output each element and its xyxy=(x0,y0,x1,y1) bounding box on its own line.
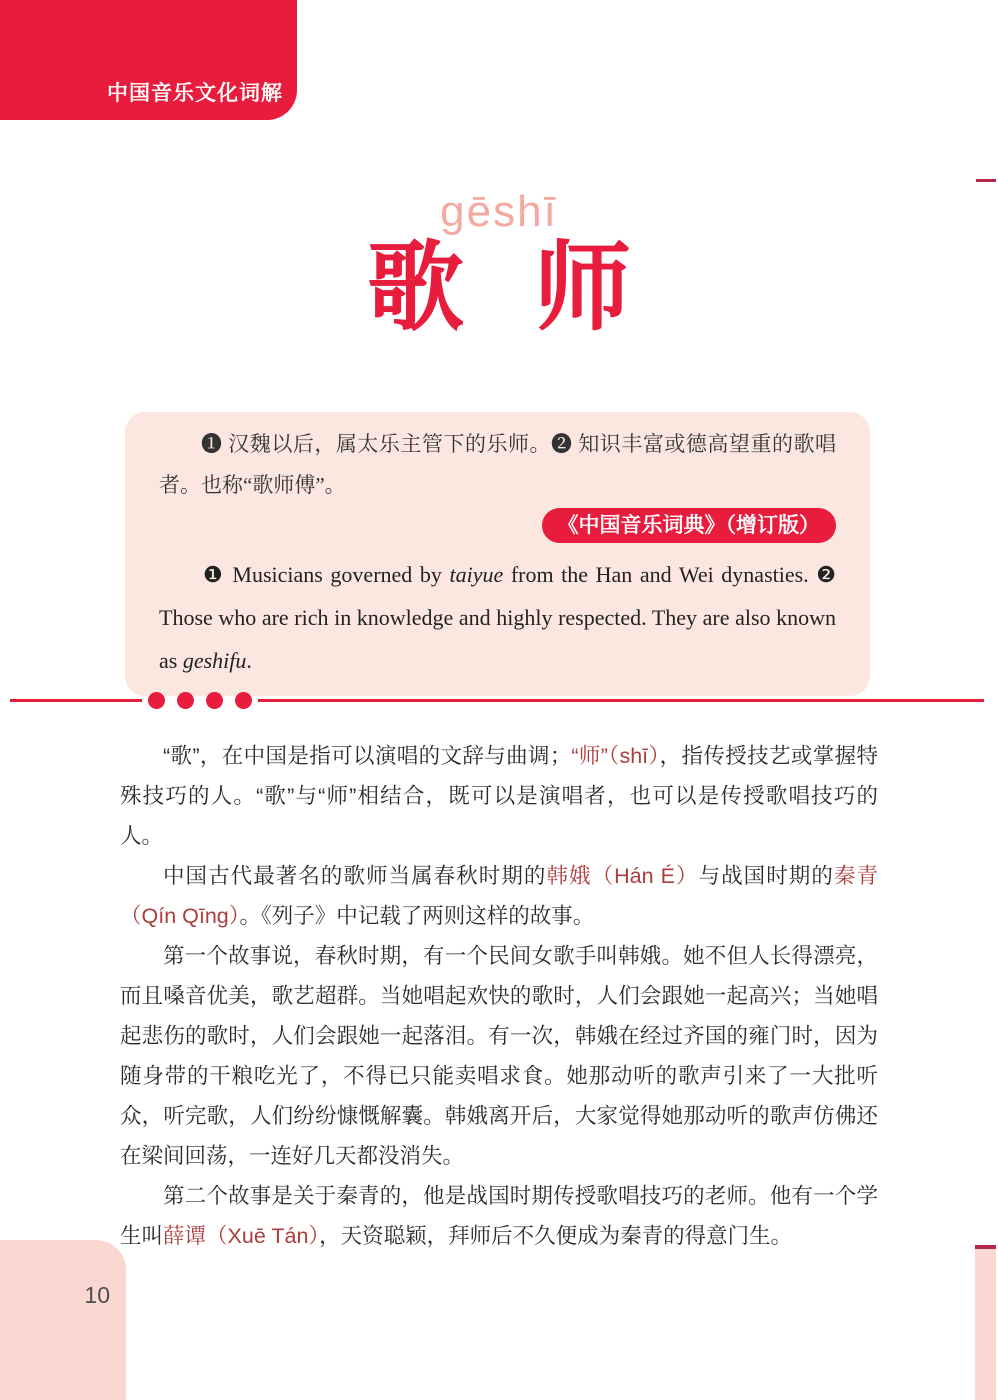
article-paragraph xyxy=(120,1176,878,1256)
text-segment: from the Han and Wei dynasties. ❷ Those who are rich in knowledge and highly respected. They are also known as xyxy=(159,562,836,673)
page-corner-block xyxy=(0,1240,126,1400)
text-segment: 第一个故事说，春秋时期，有一个民间女歌手叫韩娥。她不但人长得漂亮，而且嗓音优美，歌艺超群。当她唱起欢快的歌时，人们会跟她一起高兴；当她唱起悲伤的歌时，人们会跟她一起落泪。有一次，韩娥在经过齐国的雍门时，因为随身带的干粮吃光了，不得已只能卖唱求食。她那动听的歌声引来了一大批听众，听完歌，人们纷纷慷慨解囊。韩娥离开后，大家觉得她那动听的歌声仿佛还在梁间回荡，一连好几天都没消失。 xyxy=(120,944,878,1168)
entry-pinyin: gēshī xyxy=(440,187,558,236)
divider-dot xyxy=(177,692,194,709)
entry-title xyxy=(0,187,998,343)
brand-banner xyxy=(0,0,297,120)
divider-line-right xyxy=(258,699,984,702)
text-segment: taiyue xyxy=(449,562,504,587)
text-segment: 第二个故事是关于秦青的，他是战国时期传授歌唱技巧的老师。他有一个学生叫 xyxy=(120,1184,878,1248)
article-body xyxy=(120,736,878,1256)
text-segment: 韩娥（Hán É） xyxy=(546,864,699,888)
text-segment: ，指传授技艺或掌握特殊技巧的人。“歌”与“师”相结合，既可以是演唱者，也可以是传授歌唱技巧的人。 xyxy=(120,744,878,848)
brand-title: 中国音乐文化词解 xyxy=(107,82,283,105)
top-right-rule xyxy=(976,179,996,182)
definition-english xyxy=(159,553,836,682)
text-segment: 秦青（Qín Qīng） xyxy=(120,864,878,928)
text-segment: “歌”，在中国是指可以演唱的文辞与曲调； xyxy=(163,744,572,768)
source-badge: 《中国音乐词典》（增订版） xyxy=(542,508,837,543)
page-number: 10 xyxy=(84,1282,110,1308)
text-segment: . xyxy=(246,648,252,673)
hanzi-char-shi: 师 xyxy=(534,235,631,343)
page-edge-strip xyxy=(975,1245,996,1400)
text-segment: geshifu xyxy=(182,648,247,673)
article-paragraph xyxy=(120,736,878,856)
divider-dot xyxy=(148,692,165,709)
text-segment: 中国古代最著名的歌师当属春秋时期的 xyxy=(163,864,547,888)
divider-line-left xyxy=(10,699,142,702)
entry-hanzi xyxy=(0,235,998,343)
text-segment: ，天资聪颖，拜师后不久便成为秦青的得意门生。 xyxy=(319,1224,793,1248)
divider-dot xyxy=(206,692,223,709)
article-paragraph xyxy=(120,936,878,1176)
divider-dot xyxy=(235,692,252,709)
section-divider xyxy=(10,691,984,709)
text-segment: 薛谭（Xuē Tán） xyxy=(163,1224,320,1248)
text-segment: ❶ 汉魏以后，属太乐主管下的乐师。❷ 知识丰富或德高望重的歌唱者。也称“歌师傅”。 xyxy=(159,432,836,497)
text-segment: 与战国时期的 xyxy=(698,864,834,888)
hanzi-char-ge: 歌 xyxy=(367,235,464,343)
source-badge-row xyxy=(159,508,836,543)
article-paragraph xyxy=(120,856,878,936)
definition-box xyxy=(125,412,870,696)
definition-chinese xyxy=(159,424,836,506)
text-segment: 。《列子》中记载了两则这样的故事。 xyxy=(239,904,595,928)
text-segment: ❶ Musicians governed by xyxy=(203,562,450,587)
text-segment: “师”（shī） xyxy=(571,744,660,768)
